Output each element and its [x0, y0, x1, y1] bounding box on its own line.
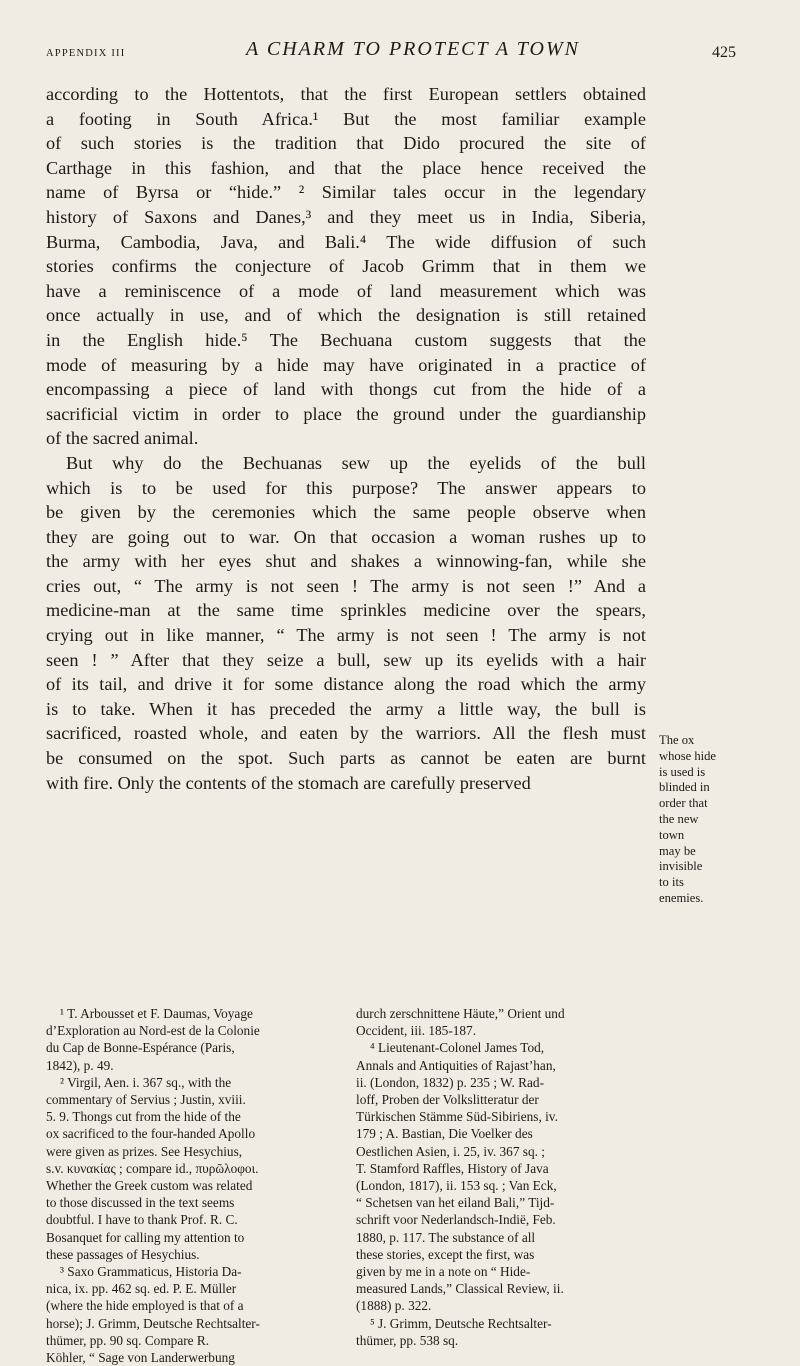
margin-note-line: is used is	[659, 764, 706, 779]
footnote-line: 5. 9. Thongs cut from the hide of the	[46, 1109, 241, 1125]
margin-note-line: the new	[659, 811, 699, 826]
footnote-line: ⁴ Lieutenant-Colonel James Tod,	[370, 1040, 545, 1056]
body-line: encompassing a piece of land with thongs cut from the hide of a	[46, 379, 646, 400]
footnote-line: thümer, pp. 538 sq.	[356, 1332, 459, 1348]
body-line: be consumed on the spot. Such parts as cannot be eaten are burnt	[46, 748, 646, 769]
footnote-line: these passages of Hesychius.	[46, 1246, 200, 1262]
footnote-line: Bosanquet for calling my attention to	[46, 1229, 245, 1245]
body-line: stories confirms the conjecture of Jacob Grimm that in them we	[46, 256, 646, 277]
footnote-line: ii. (London, 1832) p. 235 ; W. Rad-	[356, 1074, 544, 1090]
body-line: history of Saxons and Danes,³ and they meet us in India, Siberia,	[46, 206, 646, 227]
margin-note-line: may be	[659, 843, 696, 858]
footnote-line: Oestlichen Asien, i. 25, iv. 367 sq. ;	[356, 1143, 545, 1159]
margin-note-line: whose hide	[659, 748, 717, 763]
footnote-line: Whether the Greek custom was related	[46, 1178, 253, 1194]
footnote-line: ⁵ J. Grimm, Deutsche Rechtsalter-	[370, 1315, 552, 1331]
page-number: 425	[712, 44, 736, 61]
footnote-line: to those discussed in the text seems	[46, 1195, 235, 1211]
footnote-line: loff, Proben der Volkslitteratur der	[356, 1092, 539, 1108]
body-line: with fire. Only the contents of the stomach are carefully preserved	[46, 772, 531, 793]
margin-note-line: order that	[659, 796, 708, 811]
footnote-line: doubtful. I have to thank Prof. R. C.	[46, 1212, 238, 1228]
footnote-line: Occident, iii. 185-187.	[356, 1023, 477, 1039]
footnote-line: durch zerschnittene Häute,” Orient und	[356, 1006, 565, 1021]
body-line: once actually in use, and of which the designation is still retained	[46, 305, 646, 326]
body-line: have a reminiscence of a mode of land measurement which was	[46, 280, 646, 301]
footnote-line: du Cap de Bonne-Espérance (Paris,	[46, 1040, 235, 1056]
footnote-line: Köhler, “ Sage von Landerwerbung	[46, 1350, 235, 1366]
body-line: which is to be used for this purpose? The answer appears to	[46, 477, 646, 498]
body-line: mode of measuring by a hide may have originated in a practice of	[46, 354, 646, 375]
appendix-label: APPENDIX III	[46, 48, 126, 59]
margin-note-line: town	[659, 827, 685, 842]
footnote-line: (1888) p. 322.	[356, 1298, 432, 1314]
footnote-line: Türkischen Stämme Süd-Sibiriens, iv.	[356, 1109, 558, 1125]
footnote-line: ³ Saxo Grammaticus, Historia Da-	[60, 1264, 242, 1280]
body-line: according to the Hottentots, that the first European settlers obtained	[46, 84, 646, 104]
body-line: name of Byrsa or “hide.” ² Similar tales occur in the legendary	[46, 182, 646, 203]
body-line: the army with her eyes shut and shakes a winnowing-fan, while she	[46, 551, 646, 572]
footnote-line: 179 ; A. Bastian, Die Voelker des	[356, 1126, 533, 1142]
margin-note-line: invisible	[659, 859, 703, 874]
body-line: is to take. When it has preceded the army a little way, the bull is	[46, 698, 646, 719]
footnote-line: these stories, except the first, was	[356, 1246, 535, 1262]
footnote-line: Annals and Antiquities of Rajast’han,	[356, 1057, 556, 1073]
footnote-line: T. Stamford Raffles, History of Java	[356, 1160, 549, 1176]
running-title: A CHARM TO PROTECT A TOWN	[246, 38, 580, 60]
body-line: crying out in like manner, “ The army is not seen ! The army is not	[46, 625, 646, 646]
footnote-line: s.v. κυνακίας ; compare id., πυρῶλοφοι.	[46, 1160, 259, 1176]
footnote-line: nica, ix. pp. 462 sq. ed. P. E. Müller	[46, 1281, 237, 1297]
footnote-line: (London, 1817), ii. 153 sq. ; Van Eck,	[356, 1178, 557, 1194]
body-line: Carthage in this fashion, and that the place hence received the	[46, 157, 646, 178]
footnote-line: thümer, pp. 90 sq. Compare R.	[46, 1332, 210, 1348]
footnote-line: d’Exploration au Nord-est de la Colonie	[46, 1023, 260, 1039]
footnote-line: horse); J. Grimm, Deutsche Rechtsalter-	[46, 1315, 260, 1331]
body-text	[46, 82, 646, 795]
body-line: of the sacred animal.	[46, 428, 199, 449]
footnote-line: (where the hide employed is that of a	[46, 1298, 244, 1314]
body-line: of such stories is the tradition that Dido procured the site of	[46, 133, 646, 154]
footnote-line: ² Virgil, Aen. i. 367 sq., with the	[60, 1074, 232, 1090]
body-line: Burma, Cambodia, Java, and Bali.⁴ The wide diffusion of such	[46, 231, 646, 252]
body-line: sacrificed, roasted whole, and eaten by the warriors. All the flesh must	[46, 723, 646, 744]
footnote-line: schrift voor Nederlandsch-Indië, Feb.	[356, 1212, 556, 1228]
body-line: be given by the ceremonies which the same people observe when	[46, 502, 646, 523]
footnote-line: measured Lands,” Classical Review, ii.	[356, 1281, 564, 1297]
footnotes-right-column	[356, 1005, 648, 1349]
margin-note-line: The ox	[659, 733, 695, 747]
footnote-line: given by me in a note on “ Hide-	[356, 1264, 531, 1280]
body-line: a footing in South Africa.¹ But the most familiar example	[46, 108, 646, 129]
footnote-line: ¹ T. Arbousset et F. Daumas, Voyage	[60, 1006, 253, 1021]
footnote-line: ox sacrificed to the four-handed Apollo	[46, 1126, 256, 1142]
footnote-line: were given as prizes. See Hesychius,	[46, 1143, 243, 1159]
margin-note-line: to its	[659, 875, 684, 890]
footnote-line: commentary of Servius ; Justin, xviii.	[46, 1092, 246, 1108]
body-line: of its tail, and drive it for some distance along the road which the army	[46, 674, 646, 695]
body-line: they are going out to war. On that occasion a woman rushes up to	[46, 526, 646, 547]
footnote-line: 1842), p. 49.	[46, 1057, 114, 1073]
margin-note-line: blinded in	[659, 780, 710, 795]
body-line: sacrificial victim in order to place the ground under the guardianship	[46, 403, 646, 424]
footnotes-left-column	[46, 1005, 336, 1366]
footnote-line: “ Schetsen van het eiland Bali,” Tijd-	[356, 1195, 555, 1211]
body-line: seen ! ” After that they seize a bull, sew up its eyelids with a hair	[46, 649, 646, 670]
footnote-line: 1880, p. 117. The substance of all	[356, 1229, 536, 1245]
body-line: in the English hide.⁵ The Bechuana custom suggests that the	[46, 329, 646, 350]
margin-note	[659, 733, 789, 907]
body-line: cries out, “ The army is not seen ! The army is not seen !” And a	[46, 575, 646, 596]
body-line: But why do the Bechuanas sew up the eyelids of the bull	[66, 452, 646, 473]
running-header	[46, 38, 736, 68]
margin-note-line: enemies.	[659, 890, 704, 905]
body-line: medicine-man at the same time sprinkles medicine over the spears,	[46, 600, 646, 621]
